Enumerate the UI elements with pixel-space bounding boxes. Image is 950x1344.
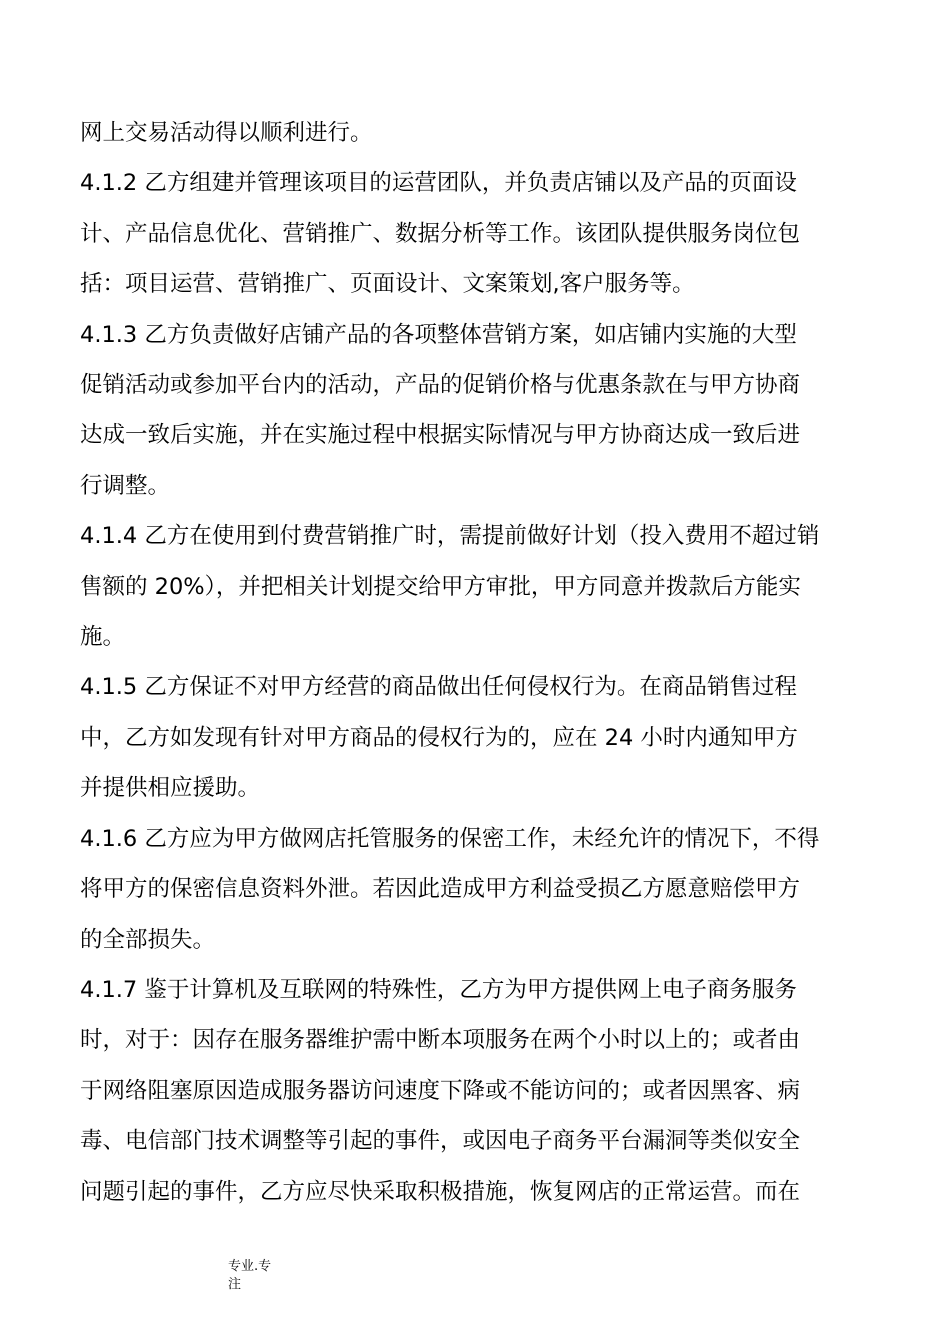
paragraph-4-1-5: 4.1.5 乙方保证不对甲方经营的商品做出任何侵权行为。在商品销售过程 中，乙方如发现有针对甲方商品的侵权行为的，应在 24 小时内通知甲方 并提供相应援助。 — [80, 674, 798, 802]
paragraph-continuation: 网上交易活动得以顺利进行。 — [80, 120, 373, 146]
paragraph-4-1-4: 4.1.4 乙方在使用到付费营销推广时，需提前做好计划（投入费用不超过销 售额的 20%），并把相关计划提交给甲方审批，甲方同意并拨款后方能实 施。 — [80, 523, 820, 651]
paragraph-4-1-6: 4.1.6 乙方应为甲方做网店托管服务的保密工作，未经允许的情况下，不得 将甲方的保密信息资料外泄。若因此造成甲方利益受损乙方愿意赔偿甲方 的全部损失。 — [80, 825, 820, 953]
paragraph-4-1-2: 4.1.2 乙方组建并管理该项目的运营团队，并负责店铺以及产品的页面设 计、产品信息优化、营销推广、数据分析等工作。该团队提供服务岗位包 括：项目运营、营销推广、页面设计、文案策划,客户服务等。 — [80, 170, 801, 298]
document-body — [80, 108, 872, 1217]
paragraph-4-1-3: 4.1.3 乙方负责做好店铺产品的各项整体营销方案，如店铺内实施的大型 促销活动或参加平台内的活动，产品的促销价格与优惠条款在与甲方协商 达成一致后实施，并在实施过程中根据实际情况与甲方协商达成一致后进 行调整。 — [80, 321, 801, 499]
paragraph-4-1-7: 4.1.7 鉴于计算机及互联网的特殊性，乙方为甲方提供网上电子商务服务 时，对于：因存在服务器维护需中断本项服务在两个小时以上的；或者由 于网络阻塞原因造成服务器访问速度下降或不能访问的；或者因黑客、病 毒、电信部门技术调整等引起的事件，或因电子商务平台漏洞等类似安全 问题引起的事件，乙方应尽快采取积极措施，恢复网店的正常运营。而在 — [80, 976, 801, 1205]
page-footer: 专业.专 注 — [228, 1259, 272, 1292]
